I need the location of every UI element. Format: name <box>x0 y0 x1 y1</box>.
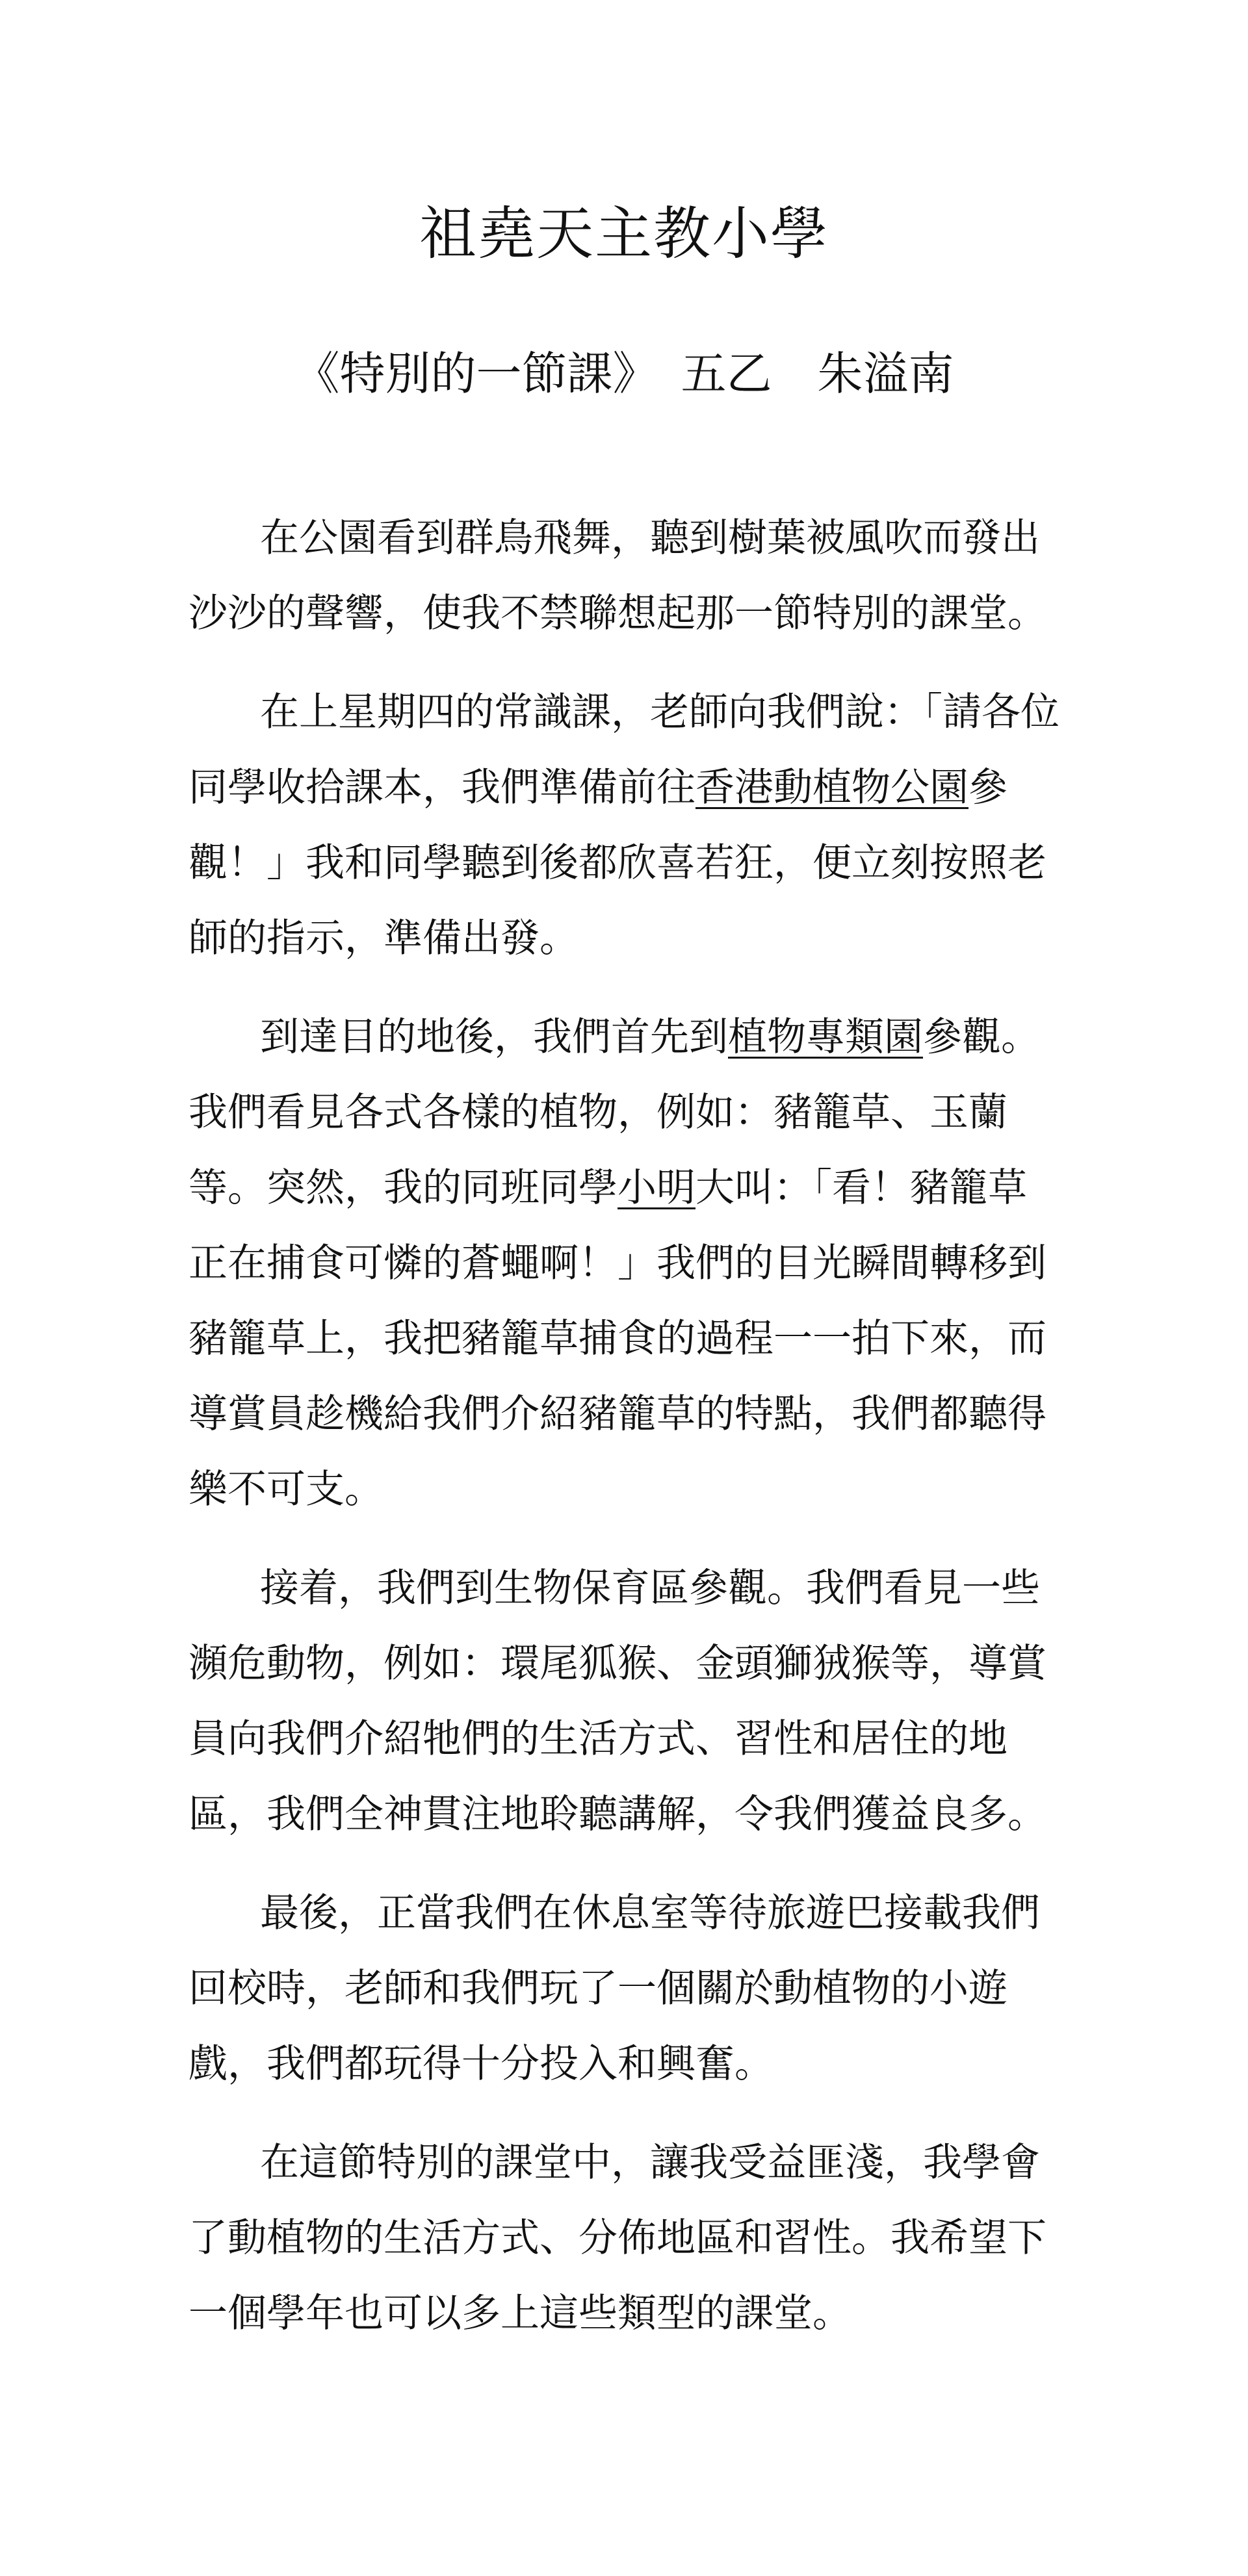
paragraph-text: 參觀。我們看見各式各樣的植物，例如：豬籠草、玉蘭等。突然，我的同班同學 <box>188 1014 1040 1211</box>
paragraph-text: 最後，正當我們在休息室等待旅遊巴接載我們回校時，老師和我們玩了一個關於動植物的小遊戲，我們都玩得十分投入和興奮。 <box>188 1890 1040 2087</box>
paragraph-text: 大叫：「看！豬籠草正在捕食可憐的蒼蠅啊！」我們的目光瞬間轉移到豬籠草上，我把豬籠草捕食的過程一一拍下來，而導賞員趁機給我們介紹豬籠草的特點，我們都聽得樂不可支。 <box>188 1165 1046 1512</box>
school-title: 祖堯天主教小學 <box>419 200 829 267</box>
essay-subtitle: 《特別的一節課》 五乙 朱溢南 <box>294 347 954 400</box>
paragraph-text: 在公園看到群鳥飛舞，聽到樹葉被風吹而發出沙沙的聲響，使我不禁聯想起那一節特別的課堂。 <box>188 515 1046 636</box>
underlined-person-name: 小明 <box>618 1165 696 1211</box>
paragraph-2 <box>188 675 1060 976</box>
paragraph-5 <box>188 1875 1060 2102</box>
underlined-place-name: 植物專類園 <box>728 1014 923 1060</box>
underlined-place-name: 香港動植物公園 <box>696 765 968 810</box>
paragraph-text: 在這節特別的課堂中，讓我受益匪淺，我學會了動植物的生活方式、分佈地區和習性。我希望下一個學年也可以多上這些類型的課堂。 <box>188 2140 1046 2336</box>
paragraph-text: 接着，我們到生物保育區參觀。我們看見一些瀕危動物，例如：環尾狐猴、金頭獅狨猴等，導賞員向我們介紹牠們的生活方式、習性和居住的地區，我們全神貫注地聆聽講解，令我們獲益良多。 <box>188 1565 1046 1837</box>
paragraph-1 <box>188 500 1060 651</box>
paragraph-3 <box>188 999 1060 1527</box>
paragraph-text: 參觀！」我和同學聽到後都欣喜若狂，便立刻按照老師的指示，準備出發。 <box>188 765 1046 961</box>
paragraph-text: 到達目的地後，我們首先到 <box>260 1014 728 1060</box>
paragraph-text: 在上星期四的常識課，老師向我們說：「請各位同學收拾課本，我們準備前往 <box>188 689 1060 810</box>
paragraph-6 <box>188 2125 1060 2351</box>
essay-body <box>188 500 1060 2375</box>
paragraph-4 <box>188 1551 1060 1852</box>
